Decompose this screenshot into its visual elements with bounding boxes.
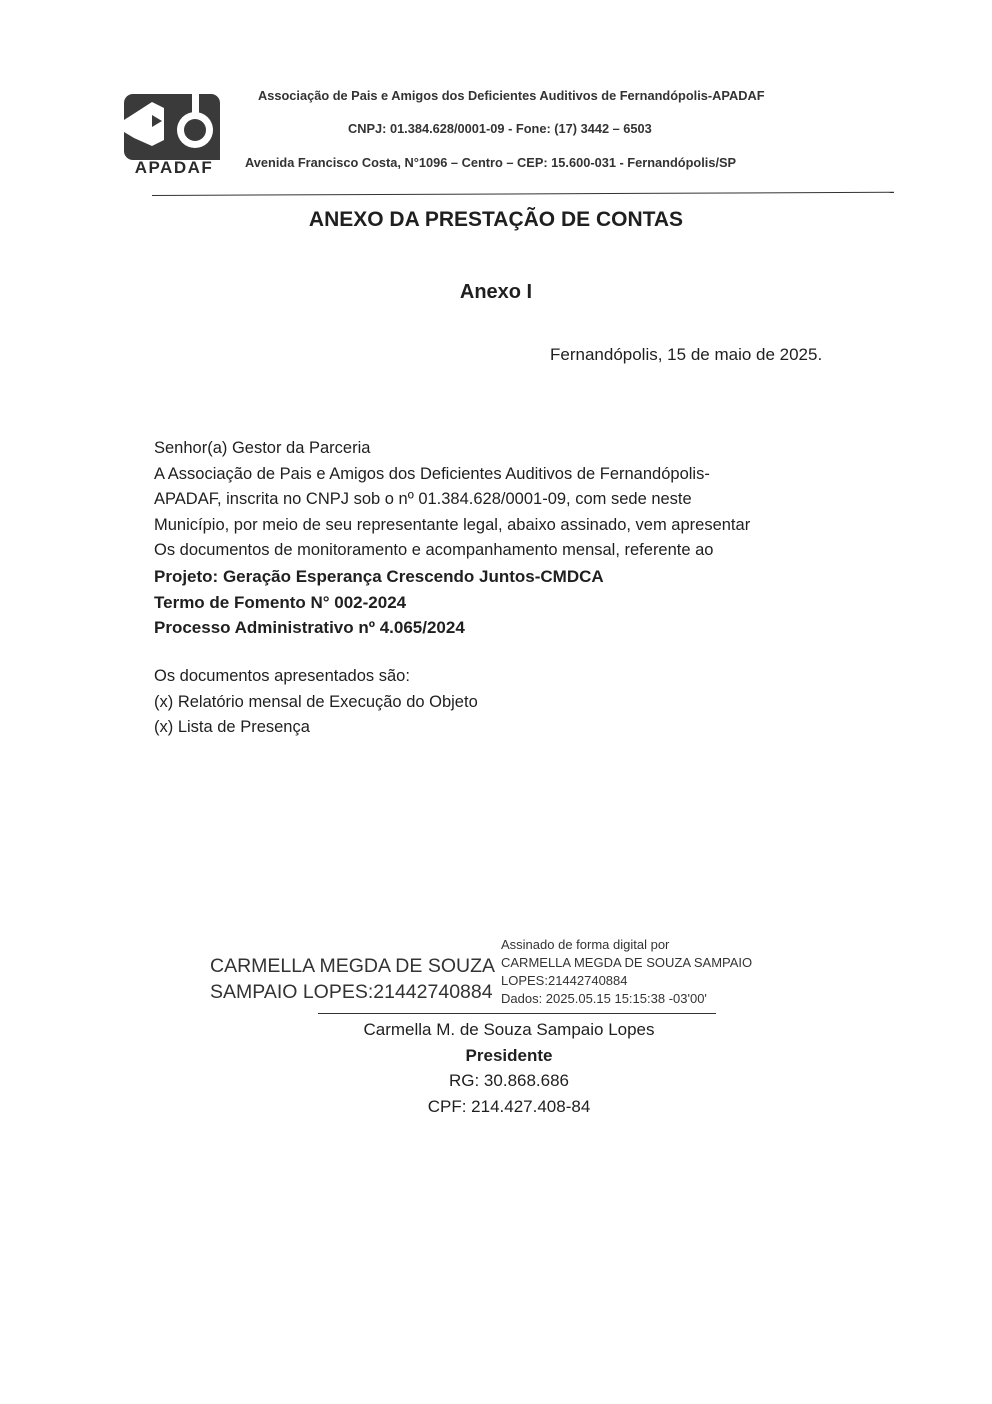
signer-name-line: CARMELLA MEGDA DE SOUZA [210,955,495,977]
documents-list [154,664,478,741]
signer-rg: RG: 30.868.686 [448,1071,570,1090]
document-title: ANEXO DA PRESTAÇÃO DE CONTAS [308,208,684,231]
org-name: Associação de Pais e Amigos dos Deficientes Auditivos de Fernandópolis-APADAF [258,88,765,103]
org-cnpj-phone: CNPJ: 01.384.628/0001-09 - Fone: (17) 3442 – 6503 [348,121,652,136]
document-subtitle: Anexo I [459,281,533,303]
letter-body [154,436,874,641]
signer-cpf: CPF: 214.427.408-84 [427,1096,591,1116]
project-line: Projeto: Geração Esperança Crescendo Juntos-CMDCA [154,566,604,586]
body-line: Os documentos de monitoramento e acompanhamento mensal, referente ao [154,541,714,560]
signature-detail-line: LOPES:21442740884 [501,973,628,988]
list-item: (x) Relatório mensal de Execução do Objeto [154,692,478,711]
signer-name-line: SAMPAIO LOPES:21442740884 [210,981,493,1003]
signer-role: Presidente [465,1045,553,1065]
signature-detail-line: Assinado de forma digital por [501,937,670,952]
printed-name: Carmella M. de Souza Sampaio Lopes [363,1020,655,1039]
body-line: Senhor(a) Gestor da Parceria [154,439,371,457]
list-item: (x) Lista de Presença [154,718,310,737]
header-divider [152,192,894,196]
ear-emblem-icon [124,94,220,160]
documents-intro: Os documentos apresentados são: [154,667,410,685]
term-line: Termo de Fomento N° 002-2024 [154,592,407,612]
body-line: A Associação de Pais e Amigos dos Deficientes Auditivos de Fernandópolis- [154,464,710,483]
body-line: Município, por meio de seu representante legal, abaixo assinado, vem apresentar [154,515,751,534]
digital-signature-details [501,936,752,1008]
date-line: Fernandópolis, 15 de maio de 2025. [550,345,823,364]
apadaf-logo [122,92,226,178]
org-address: Avenida Francisco Costa, N°1096 – Centro – CEP: 15.600-031 - Fernandópolis/SP [245,155,737,170]
process-line: Processo Administrativo nº 4.065/2024 [154,618,465,638]
signature-detail-line: CARMELLA MEGDA DE SOUZA SAMPAIO [501,955,753,970]
signature-line [318,1013,716,1014]
logo-emblem [124,94,220,160]
body-line: APADAF, inscrita no CNPJ sob o nº 01.384.628/0001-09, com sede neste [154,490,692,509]
logo-text: APADAF [134,158,214,177]
signature-detail-line: Dados: 2025.05.15 15:15:38 -03'00' [501,991,707,1006]
signer-info [0,1017,992,1119]
digital-signature-name [210,953,495,1005]
